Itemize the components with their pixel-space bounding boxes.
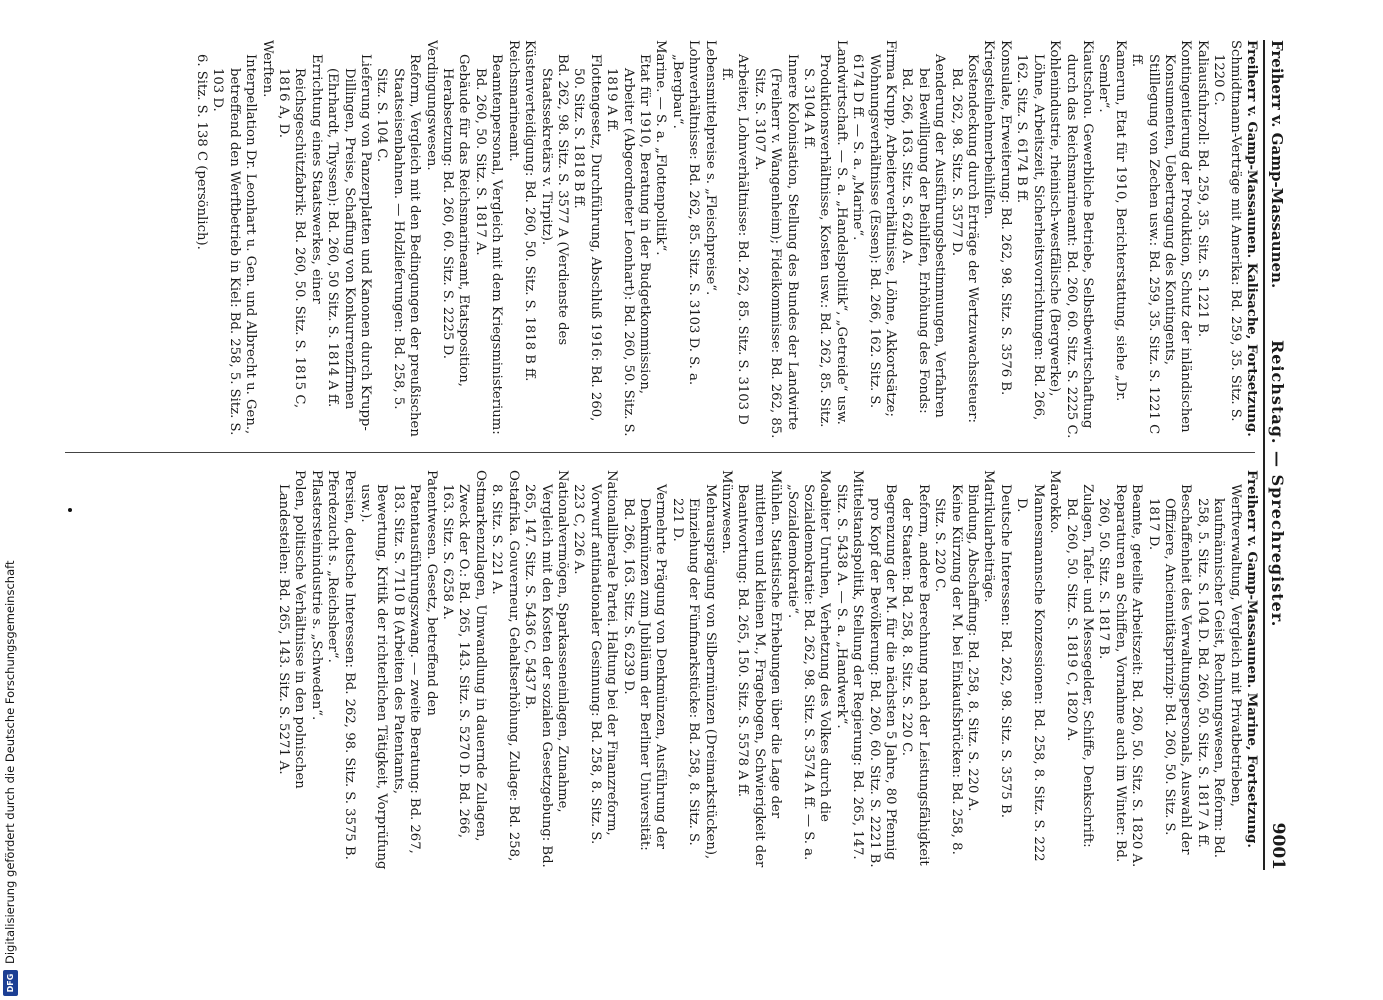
index-entry: Reform, Vergleich mit den Bedingungen der preußischen Staatseisenbahnen. — Holzlieferungen: Bd. 258, 5. Sitz. S. 104 C. <box>374 54 423 437</box>
index-entry: Gebäude für das Reichsmarineamt, Etatsposition, Herabsetzung: Bd. 260, 60. Sitz. S. 2225 D. <box>440 54 472 387</box>
index-entry: Beamte, geteilte Arbeitszeit: Bd. 260, 50. Sitz. S. 1820 A. <box>1129 484 1145 868</box>
digitization-text: Digitalisierung gefördert durch die Deutsche Forschungsgemeinschaft <box>3 560 17 964</box>
index-entry: Zulagen, Tafel- und Messegelder, Schiffe, Denkschrift: Bd. 260, 50. Sitz. S. 1819 C, 1820 A. <box>1063 484 1095 848</box>
digitization-note <box>0 0 22 1000</box>
index-entry: Marine. — S. a. „Flottenpolitik“. <box>653 40 669 256</box>
index-entry: Ostafrika. Gouverneur, Gehaltserhöhung, Zulage: Bd. 258, 8. Sitz. S. 221 A. <box>489 470 521 862</box>
index-entry: Reichsmarineamt. <box>505 40 521 162</box>
index-entry: Errichtung eines Staatswerkes, einer Reichsgeschützfabrik: Bd. 260, 50. Sitz. S. 1815 C, 1816 A, D. <box>276 54 324 409</box>
index-entry: Interpellation Dr. Leonhart u. Gen. und Albrecht u. Gen., betreffend den Werftbetrieb in Kiel: Bd. 258, 5. Sitz. S. 103 D. <box>210 54 259 436</box>
index-entry: Konsulate, Erweiterung: Bd. 262, 98. Sitz. S. 3576 B. <box>997 40 1013 396</box>
index-entry: Landwirtschaft. — S. a. „Handelspolitik“, „Getreide“ usw. <box>833 40 849 425</box>
index-entry: Produktionsverhältnisse, Kosten usw.: Bd. 262, 85. Sitz. S. 3104 A ff. <box>801 54 833 428</box>
index-entry: Polen, politische Verhältnisse in den polnischen Landesteilen: Bd. 265, 143. Sitz. S. 5271 A. <box>276 470 308 789</box>
page-number: 9001 <box>1268 822 1288 870</box>
index-entry: Firma Krupp, Arbeiterverhältnisse, Löhne, Akkordsätze; Wohnungsverhältnisse (Essen): Bd. 266, 162. Sitz. S. 6174 D ff. — S. a. „Marine“. <box>850 40 899 417</box>
index-entry: Lohnverhältnisse: Bd. 262, 85. Sitz. S. 3103 D. S. a. „Bergbau“. <box>669 40 702 386</box>
index-entry: Freiherr v. Gamp-Massaunen. Kalisache, Fortsetzung. <box>1244 40 1259 437</box>
index-entry: Patentwesen. Gesetz, betreffend den Patentausführungszwang. — zweite Beratung: Bd. 267, 183. Sitz. S. 7110 B (Arbeiten des Patentamts, Bewertung, Kritik der richterlichen Tätigkeit, Vorprüfung usw.). <box>358 470 439 870</box>
index-entry: Münzwesen. <box>719 470 734 554</box>
index-entry: Arbeiter, Lohnverhältnisse: Bd. 262, 85. Sitz. S. 3103 D ff. <box>719 54 751 425</box>
index-entry: Begrenzung der M. für die nächsten 5 Jahre, 80 Pfennig pro Kopf der Bevölkerung: Bd. 260, 60. Sitz. S. 2221 B. <box>866 484 899 868</box>
index-entry: Marokko. <box>1047 470 1063 534</box>
index-entry: Etat für 1910, Beratung in der Budgetkommission, Arbeiter (Abgeordneter Leonhart): Bd. 260, 50. Sitz. S. 1819 A ff. <box>604 54 652 437</box>
ink-dot <box>68 508 72 512</box>
index-entry: Persien, deutsche Interessen: Bd. 262, 98. Sitz. S. 3575 B. <box>341 470 357 860</box>
index-entry: Ostmarkenzulagen, Umwandlung in dauernde Zulagen, Zweck der O.: Bd. 265, 143. Sitz. S. 5270 D. Bd. 266, 163. Sitz. S. 6258 A. <box>440 470 488 842</box>
column-right <box>49 470 1259 870</box>
index-entry: Werftverwaltung, Vergleich mit Privatbetrieben, kaufmännischer Geist, Rechnungswesen, Reform: Bd. 258, 5. Sitz. S. 104 D. Bd. 260, 50. Sitz. S. 1817 A ff. <box>1194 484 1243 858</box>
column-left <box>49 40 1259 440</box>
index-entry: Küstenverteidigung: Bd. 260, 50. Sitz. S. 1818 B ff. <box>522 40 538 382</box>
index-entry: Kohlenindustrie, rheinisch-westfälische (Bergwerke), Löhne, Arbeitszeit, Sicherheitsvorrichtungen: Bd. 266, 162. Sitz. S. 6174 B ff. <box>1014 40 1063 421</box>
index-entry: Werften. <box>259 40 275 98</box>
index-entry: Nationalliberale Partei. Haltung bei der Finanzreform, Vorwurf antinationaler Gesinnung: Bd. 258, 8. Sitz. S. 223 C, 226 A. <box>571 470 620 845</box>
index-entry: Beschaffenheit des Verwaltungspersonals, Auswahl der Offiziere, Anciennitätsprinzip: Bd. 260, 50. Sitz. S. 1817 D. <box>1145 484 1194 855</box>
index-entry: Nationalvermögen, Sparkasseneinlagen, Zunahme, Vergleich mit den Kosten der sozialen Gesetzgebung: Bd. 265, 147. Sitz. S. 5436 C, 5437 B. <box>522 470 570 868</box>
index-entry: Moabiter Unruhen, Verhetzung des Volkes durch die Sozialdemokratie: Bd. 262, 98. Sitz. S. 3574 A ff. — S. a. „Sozialdemokratie“. <box>784 470 833 861</box>
dfg-logo-icon: DFG <box>3 970 18 996</box>
index-entry: Kriegsteilnehmerbeihilfen. <box>981 40 997 220</box>
index-entry: Bd. 262, 98. Sitz. S. 3577 A (Verdienste des Staatssekretärs v. Tirpitz). <box>538 54 570 346</box>
index-entry: Kamerun, Etat für 1910, Berichterstattung, siehe „Dr. Semler“. <box>1096 40 1128 402</box>
index-entry: Verdingungswesen. <box>423 40 439 171</box>
index-entry: Pflastersteinindustrie s. „Schweden“. <box>308 470 324 721</box>
index-entry: Reparaturen an Schiffen, Vornahme auch im Winter: Bd. 260, 50. Sitz. S. 1817 B. <box>1096 484 1128 863</box>
index-entry: Pferdezucht s. „Reichsheer“. <box>325 470 341 663</box>
index-entry: Kiautschou. Gewerbliche Betriebe, Selbstbewirtschaftung durch das Reichsmarineamt: Bd. 260, 60. Sitz. S. 2225 C. <box>1063 40 1095 439</box>
page-header <box>1263 40 1291 870</box>
column-divider <box>65 452 1255 453</box>
index-entry: Freiherr v. Gamp-Massaunen. Marine, Fortsetzung. <box>1244 470 1259 848</box>
index-entry: Lieferung von Panzerplatten und Kanonen durch Krupp-Dillingen, Preise, Schaffung von Konkurrenzfirmen (Ehrhardt, Thyssen): Bd. 260, 50 Sitz. S. 1814 A ff. <box>325 54 374 431</box>
index-entry: Bindung, Abschaffung: Bd. 258, 8. Sitz. S. 220 A. <box>965 484 981 812</box>
index-entry: Kostendeckung durch Erträge der Wertzuwachssteuer: Bd. 262, 98. Sitz. S. 3577 D. <box>948 54 981 423</box>
index-entry: Lebensmittelpreise s. „Fleischpreise“. <box>702 40 718 296</box>
index-entry: Kaliausfuhrzoll: Bd. 259, 35. Sitz. S. 1221 B. <box>1194 40 1210 338</box>
index-entry: Innere Kolonisation, Stellung des Bundes der Landwirte (Freiherr v. Wangenheim); Fideikommisse: Bd. 262, 85. Sitz. S. 3107 A. <box>751 54 800 439</box>
index-entry: Keine Kürzung der M. bei Einkaufsbrücken: Bd. 258, 8. Sitz. S. 220 C. <box>932 484 964 855</box>
index-entry: Mittelstandspolitik, Stellung der Regierung: Bd. 265, 147. Sitz. S. 5438 A. — S. a. „Handwerk“. <box>833 470 866 860</box>
index-entry: Beamtenpersonal, Vergleich mit dem Kriegsministerium: Bd. 260, 50. Sitz. S. 1817 A. <box>472 54 505 435</box>
index-entry: 6. Sitz. S. 138 C (persönlich). <box>194 54 209 250</box>
index-entry: Mannesmannsche Konzessionen: Bd. 258, 8. Sitz. S. 222 D. <box>1014 484 1046 862</box>
index-entry: Flottengesetz, Durchführung, Abschluß 1916: Bd. 260, 50. Sitz. S. 1818 B ff. <box>571 54 603 422</box>
index-entry: Reform, andere Berechnung nach der Leistungsfähigkeit der Staaten: Bd. 258, 8. Sitz. S. 220 C. <box>899 484 931 866</box>
header-title: Reichstag. — Sprechregister. <box>1268 340 1287 628</box>
index-entry: Deutsche Interessen: Bd. 262, 98. Sitz. S. 3575 B. <box>997 484 1013 818</box>
index-entry: Matrikularbeiträge. <box>981 470 997 603</box>
header-left: Freiherr v. Gamp-Massaunen. <box>1268 40 1286 289</box>
index-entry: Mühlen. Statistische Erhebungen über die Lage der mittleren und kleinen M., Fragebogen, Schwierigkeit der Beantwortung: Bd. 265, 150. Sitz. S. 5578 A ff. <box>735 470 784 868</box>
index-entry: Aenderung der Ausführungsbestimmungen, Verfahren bei Bewilligung der Beihilfen, Erhöhung des Fonds: Bd. 266, 163. Sitz. S. 6240 A. <box>899 54 948 418</box>
index-entry: Kontingentierung der Produktion, Schutz der inländischen Konsumenten, Uebertragung des Kontingents, Stilllegung von Zechen usw.: Bd. 259, 35. Sitz. S. 1221 C ff. <box>1129 40 1194 435</box>
index-entry: Mehrausprägung von Silbermünzen (Dreimarkstücken), Einziehung der Fünfmarkstücke: Bd. 258, 8. Sitz. S. 221 D. <box>669 484 718 860</box>
index-entry: Schmidtmann-Verträge mit Amerika: Bd. 259, 35. Sitz. S. 1220 C. <box>1211 40 1243 422</box>
index-entry: Vermehrte Prägung von Denkmünzen, Ausführung der Denkmünzen zum Jubiläum der Berliner Universität: Bd. 266, 163. Sitz. S. 6239 D. <box>620 484 669 851</box>
